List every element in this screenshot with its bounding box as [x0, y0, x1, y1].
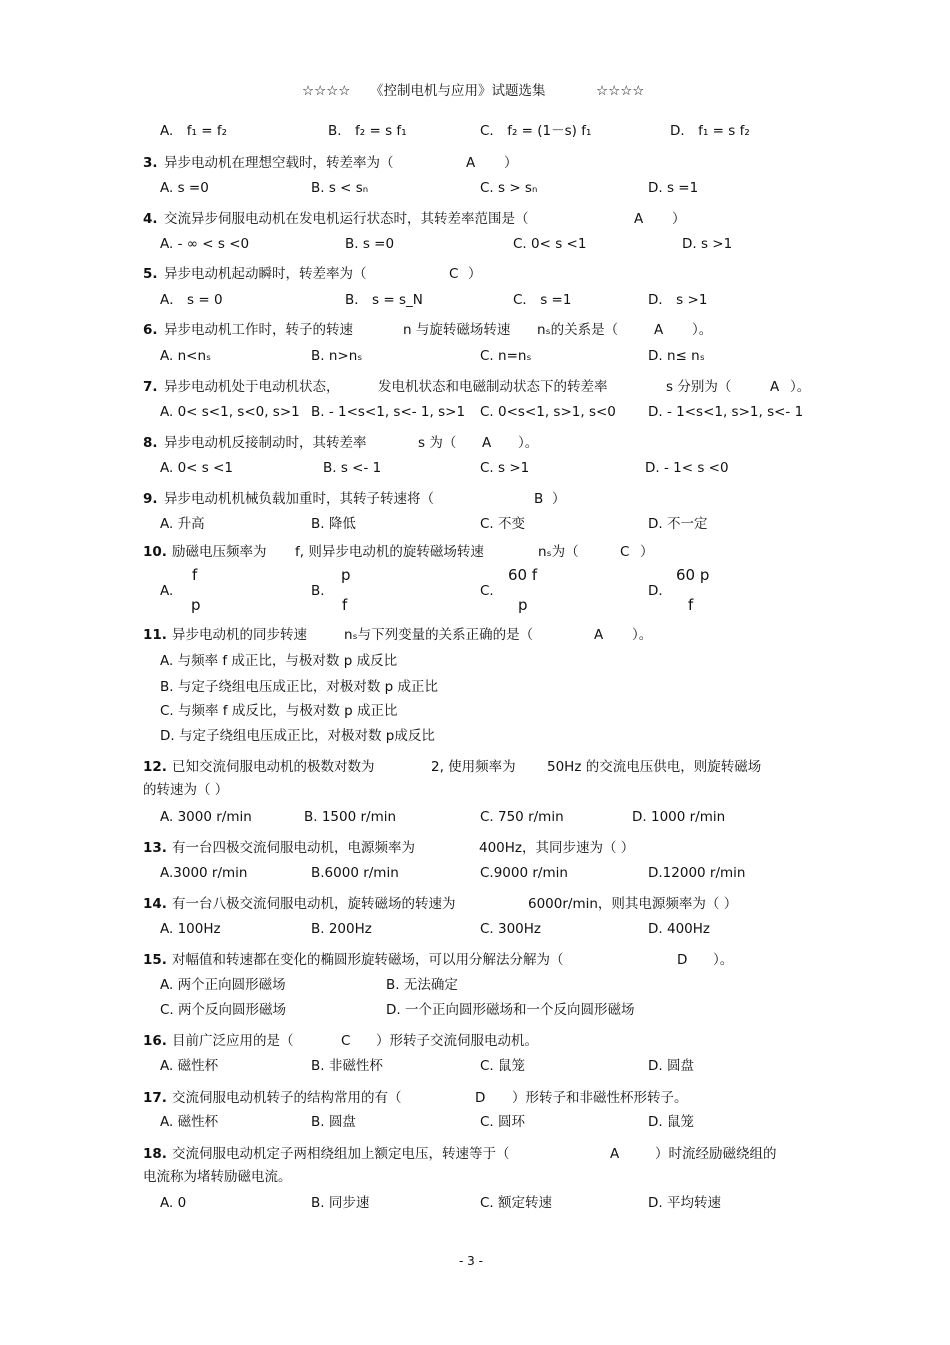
option-b: B.6000 r/min [311, 865, 399, 881]
option-b: B. s =0 [345, 236, 395, 252]
question-text: 异步电动机反接制动时，其转差率 [164, 435, 367, 451]
question-number: 5. [143, 266, 158, 282]
answer: A [654, 322, 664, 338]
bracket-close: ）。 [713, 952, 734, 968]
answer: A [610, 1146, 620, 1162]
option-c: C. n=nₛ [480, 348, 532, 364]
option-a-numerator: f [192, 566, 198, 584]
option-c-denominator: p [518, 596, 528, 614]
option-c: C. 0<s<1, s>1, s<0 [480, 404, 616, 420]
question-text: 励磁电压频率为 [172, 544, 267, 560]
question-text-mid: nₛ与下列变量的关系正确的是（ [344, 627, 534, 643]
option-b: B． s = s_N [345, 292, 423, 308]
question-number: 18. [143, 1146, 167, 1162]
option-a: A. 0< s <1 [160, 460, 233, 476]
option-c: C. 300Hz [480, 921, 542, 937]
question-text: 有一台八极交流伺服电动机，旋转磁场的转速为 [172, 896, 456, 912]
option-a: A. 与频率 f 成正比，与极对数 p 成反比 [160, 653, 398, 669]
option-b: B. - 1<s<1, s<- 1, s>1 [311, 404, 466, 420]
option-d-denominator: f [688, 596, 694, 614]
question-text: 异步电动机处于电动机状态， [164, 379, 340, 395]
option-b: B. 圆盘 [311, 1114, 356, 1130]
question-text: 交流伺服电动机定子两相绕组加上额定电压，转速等于（ [172, 1146, 510, 1162]
bracket-close: ）。 [632, 627, 653, 643]
option-b: B. s <- 1 [323, 460, 382, 476]
question-text-mid2: 50Hz 的交流电压供电，则旋转磁场 [547, 759, 762, 775]
bracket-close: ）。 [692, 322, 713, 338]
answer: A [482, 435, 492, 451]
option-d: D． s >1 [648, 292, 708, 308]
bracket-close: ） [468, 266, 482, 282]
option-d: D. s >1 [682, 236, 733, 252]
option-d: D. - 1<s<1, s>1, s<- 1 [648, 404, 804, 420]
option-d: D. n≤ nₛ [648, 348, 705, 364]
option-a: A. 升高 [160, 516, 205, 532]
option-a-label: A. [160, 583, 174, 599]
option-d-label: D. [648, 583, 663, 599]
option-b: B. n>nₛ [311, 348, 363, 364]
option-c: C. 不变 [480, 516, 526, 532]
header-stars-left: ☆☆☆☆ [302, 83, 351, 99]
option-d: D. f₁ = s f₂ [670, 123, 750, 139]
option-a: A. 3000 r/min [160, 809, 252, 825]
question-text-mid2: nₛ的关系是（ [537, 322, 619, 338]
bracket-close: ） [552, 491, 566, 507]
option-c: C. 鼠笼 [480, 1058, 526, 1074]
bracket-close: ）形转子和非磁性杯形转子。 [512, 1090, 688, 1106]
question-text-mid: 2, 使用频率为 [431, 759, 516, 775]
option-b: B. 非磁性杯 [311, 1058, 383, 1074]
option-c: C. s >1 [480, 460, 530, 476]
bracket-close: ）形转子交流伺服电动机。 [376, 1033, 538, 1049]
option-b: B. 降低 [311, 516, 356, 532]
option-b-denominator: f [342, 596, 348, 614]
option-a: A. n<nₛ [160, 348, 212, 364]
option-b: B. 200Hz [311, 921, 372, 937]
answer: B [534, 491, 544, 507]
question-number: 10. [143, 544, 167, 560]
question-text-mid: s 为（ [418, 435, 457, 451]
option-a: A. - ∞ < s <0 [160, 236, 250, 252]
option-d: D. 400Hz [648, 921, 710, 937]
question-number: 3. [143, 155, 158, 171]
answer: A [770, 379, 780, 395]
option-d: D. 不一定 [648, 516, 708, 532]
option-a-denominator: p [191, 596, 201, 614]
question-text-mid: 400Hz，其同步速为（ ） [479, 840, 635, 856]
option-d: D. - 1< s <0 [645, 460, 729, 476]
option-d: D. 平均转速 [648, 1195, 721, 1211]
question-text: 有一台四极交流伺服电动机，电源频率为 [172, 840, 415, 856]
bracket-close: ） [640, 544, 654, 560]
option-b-label: B. [311, 583, 325, 599]
question-text: 交流伺服电动机转子的结构常用的有（ [172, 1090, 402, 1106]
option-c: C. 两个反向圆形磁场 [160, 1002, 287, 1018]
option-d: D. 与定子绕组电压成正比，对极对数 p成反比 [160, 728, 435, 744]
question-number: 12. [143, 759, 167, 775]
question-number: 7. [143, 379, 158, 395]
bracket-close: ）。 [790, 379, 811, 395]
question-number: 15. [143, 952, 167, 968]
option-d: D.12000 r/min [648, 865, 746, 881]
option-b: B. s < sₙ [311, 180, 369, 196]
question-number: 17. [143, 1090, 167, 1106]
option-b: B. 与定子绕组电压成正比，对极对数 p 成正比 [160, 679, 438, 695]
page-title: 《控制电机与应用》试题选集 [370, 83, 546, 99]
option-a: A. s =0 [160, 180, 209, 196]
question-text-mid: f, 则异步电动机的旋转磁场转速 [295, 544, 484, 560]
question-number: 11. [143, 627, 167, 643]
option-b: B. f₂ = s f₁ [328, 123, 407, 139]
option-d-numerator: 60 p [676, 566, 710, 584]
option-c: C. f₂ = (1－s) f₁ [480, 123, 592, 139]
option-c: C. 与频率 f 成反比，与极对数 p 成正比 [160, 703, 398, 719]
question-text: 对幅值和转速都在变化的椭圆形旋转磁场，可以用分解法分解为（ [172, 952, 564, 968]
question-number: 9. [143, 491, 158, 507]
question-number: 14. [143, 896, 167, 912]
answer: D [475, 1090, 486, 1106]
option-c: C. 圆环 [480, 1114, 526, 1130]
question-number: 16. [143, 1033, 167, 1049]
question-text: 异步电动机工作时，转子的转速 [164, 322, 353, 338]
question-text-line2: 电流称为堵转励磁电流。 [143, 1169, 292, 1185]
question-number: 13. [143, 840, 167, 856]
question-number: 6. [143, 322, 158, 338]
question-text-mid2: nₛ为（ [538, 544, 579, 560]
option-c: C. 额定转速 [480, 1195, 553, 1211]
option-b-numerator: p [341, 566, 351, 584]
option-c-label: C. [480, 583, 494, 599]
question-text: 交流异步伺服电动机在发电机运行状态时，其转差率范围是（ [164, 211, 529, 227]
question-text: 目前广泛应用的是（ [172, 1033, 294, 1049]
option-a: A. 两个正向圆形磁场 [160, 977, 286, 993]
option-c: C.9000 r/min [480, 865, 568, 881]
page-number: - 3 - [459, 1254, 483, 1268]
answer: C [449, 266, 459, 282]
option-c: C. 750 r/min [480, 809, 564, 825]
option-b: B. 1500 r/min [304, 809, 397, 825]
answer: A [466, 155, 476, 171]
question-text: 异步电动机的同步转速 [172, 627, 307, 643]
bracket-close: ） [672, 211, 686, 227]
option-a: A. 磁性杯 [160, 1114, 219, 1130]
question-text: 异步电动机机械负载加重时，其转子转速将（ [164, 491, 434, 507]
answer: D [677, 952, 688, 968]
option-d: D. 一个正向圆形磁场和一个反向圆形磁场 [386, 1002, 635, 1018]
option-c: C. 0< s <1 [513, 236, 587, 252]
option-d: D. 1000 r/min [632, 809, 726, 825]
option-a: A. 磁性杯 [160, 1058, 219, 1074]
bracket-close: ） [504, 155, 518, 171]
option-a: A. 100Hz [160, 921, 221, 937]
option-d: D. 鼠笼 [648, 1114, 694, 1130]
question-text-line2: 的转速为（ ） [143, 782, 229, 798]
option-b: B. 同步速 [311, 1195, 370, 1211]
option-d: D. s =1 [648, 180, 699, 196]
option-a: A.3000 r/min [160, 865, 248, 881]
option-c-numerator: 60 f [508, 566, 538, 584]
answer: A [594, 627, 604, 643]
answer: C [341, 1033, 351, 1049]
option-a: A. 0 [160, 1195, 187, 1211]
question-text: 异步电动机起动瞬时，转差率为（ [164, 266, 367, 282]
question-text: 异步电动机在理想空载时，转差率为（ [164, 155, 394, 171]
question-text-mid: 发电机状态和电磁制动状态下的转差率 [378, 379, 608, 395]
option-b: B. 无法确定 [386, 977, 458, 993]
header-stars-right: ☆☆☆☆ [596, 83, 645, 99]
option-d: D. 圆盘 [648, 1058, 694, 1074]
question-number: 4. [143, 211, 158, 227]
question-text-mid2: s 分别为（ [666, 379, 732, 395]
question-number: 8. [143, 435, 158, 451]
option-c: C． s =1 [513, 292, 572, 308]
answer: A [634, 211, 644, 227]
option-a: A． s = 0 [160, 292, 223, 308]
option-c: C. s > sₙ [480, 180, 538, 196]
option-a: A. 0< s<1, s<0, s>1 [160, 404, 300, 420]
bracket-close: ）时流经励磁绕组的 [655, 1146, 777, 1162]
question-text: 已知交流伺服电动机的极数对数为 [172, 759, 375, 775]
bracket-close: ）。 [518, 435, 539, 451]
option-a: A. f₁ = f₂ [160, 123, 228, 139]
question-text-mid: 6000r/min，则其电源频率为（ ） [528, 896, 738, 912]
answer: C [620, 544, 630, 560]
question-text-mid: n 与旋转磁场转速 [403, 322, 511, 338]
